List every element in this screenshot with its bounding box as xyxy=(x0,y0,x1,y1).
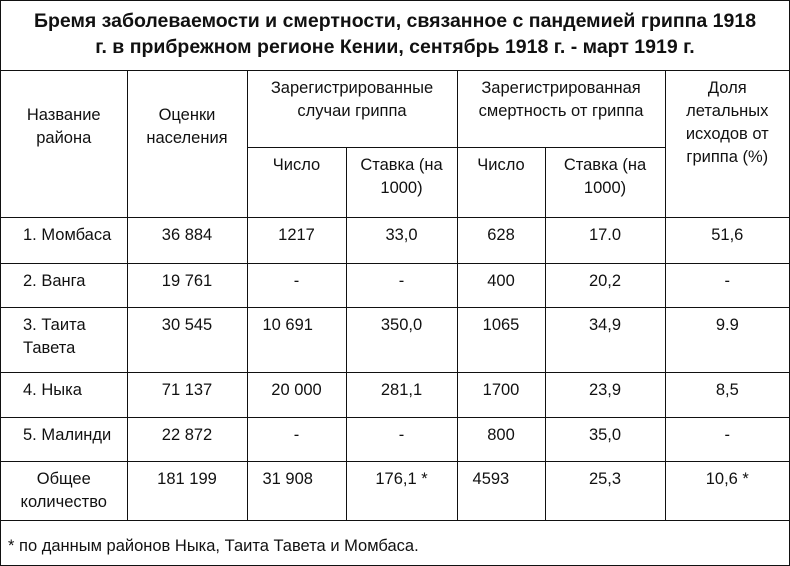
cell-cases: - xyxy=(247,263,346,307)
cell-cases-rate: 350,0 xyxy=(346,307,457,372)
title-line-2: г. в прибрежном регионе Кении, сентябрь 1918 г. - март 1919 г. xyxy=(95,36,695,58)
cell-share: 51,6 xyxy=(665,217,789,263)
cell-district: 3. Таита Тавета xyxy=(1,307,127,372)
cell-deaths: 400 xyxy=(457,263,545,307)
cell-population: 71 137 xyxy=(127,372,247,417)
cell-cases-rate: 33,0 xyxy=(346,217,457,263)
cell-district: 4. Ныка xyxy=(1,372,127,417)
table-row xyxy=(1,307,789,372)
cell-share: 10,6 * xyxy=(665,461,789,520)
cell-district: Общее количество xyxy=(1,461,127,520)
title-line-1: Бремя заболеваемости и смертности, связанное с пандемией гриппа 1918 xyxy=(33,10,757,32)
header-population-label: Оценки населения xyxy=(146,106,228,147)
cell-cases-rate: 281,1 xyxy=(346,372,457,417)
header-deaths-group: Зарегистрированная смертность от гриппа xyxy=(457,71,665,147)
data-table xyxy=(1,71,789,521)
cell-cases: 1217 xyxy=(247,217,346,263)
header-district xyxy=(1,71,127,217)
header-deaths-rate: Ставка (на 1000) xyxy=(545,147,665,217)
cell-deaths: 1065 xyxy=(457,307,545,372)
cell-cases-rate: 176,1 * xyxy=(346,461,457,520)
cell-cases: 10 691 xyxy=(247,307,346,372)
cell-cases: - xyxy=(247,417,346,461)
cell-population: 181 199 xyxy=(127,461,247,520)
table-row xyxy=(1,417,789,461)
header-cases-rate: Ставка (на 1000) xyxy=(346,147,457,217)
table-row-total xyxy=(1,461,789,520)
cell-deaths-rate: 35,0 xyxy=(545,417,665,461)
cell-share: 9.9 xyxy=(665,307,789,372)
cell-share: - xyxy=(665,263,789,307)
cell-population: 36 884 xyxy=(127,217,247,263)
cell-deaths: 628 xyxy=(457,217,545,263)
table-row xyxy=(1,217,789,263)
table-title xyxy=(1,1,789,71)
cell-cases-rate: - xyxy=(346,263,457,307)
table-row xyxy=(1,372,789,417)
cell-district: 5. Малинди xyxy=(1,417,127,461)
cell-district: 1. Момбаса xyxy=(1,217,127,263)
cell-share: 8,5 xyxy=(665,372,789,417)
cell-share: - xyxy=(665,417,789,461)
cell-deaths: 4593 xyxy=(457,461,545,520)
cell-deaths-rate: 23,9 xyxy=(545,372,665,417)
header-fatal-share: Доля летальных исходов от гриппа (%) xyxy=(665,71,789,217)
header-cases-number: Число xyxy=(247,147,346,217)
cell-population: 22 872 xyxy=(127,417,247,461)
cell-district: 2. Ванга xyxy=(1,263,127,307)
cell-deaths-rate: 25,3 xyxy=(545,461,665,520)
cell-population: 30 545 xyxy=(127,307,247,372)
header-deaths-number: Число xyxy=(457,147,545,217)
cell-deaths: 800 xyxy=(457,417,545,461)
cell-deaths: 1700 xyxy=(457,372,545,417)
header-row-1 xyxy=(1,71,789,147)
cell-cases-rate: - xyxy=(346,417,457,461)
table-row xyxy=(1,263,789,307)
cell-deaths-rate: 20,2 xyxy=(545,263,665,307)
header-district-label: Название района xyxy=(26,106,101,147)
header-population xyxy=(127,71,247,217)
cell-cases: 20 000 xyxy=(247,372,346,417)
cell-population: 19 761 xyxy=(127,263,247,307)
cell-cases: 31 908 xyxy=(247,461,346,520)
footnote: * по данным районов Ныка, Таита Тавета и Момбаса. xyxy=(8,537,419,555)
header-cases-group: Зарегистрированные случаи гриппа xyxy=(247,71,457,147)
cell-deaths-rate: 17.0 xyxy=(545,217,665,263)
cell-deaths-rate: 34,9 xyxy=(545,307,665,372)
